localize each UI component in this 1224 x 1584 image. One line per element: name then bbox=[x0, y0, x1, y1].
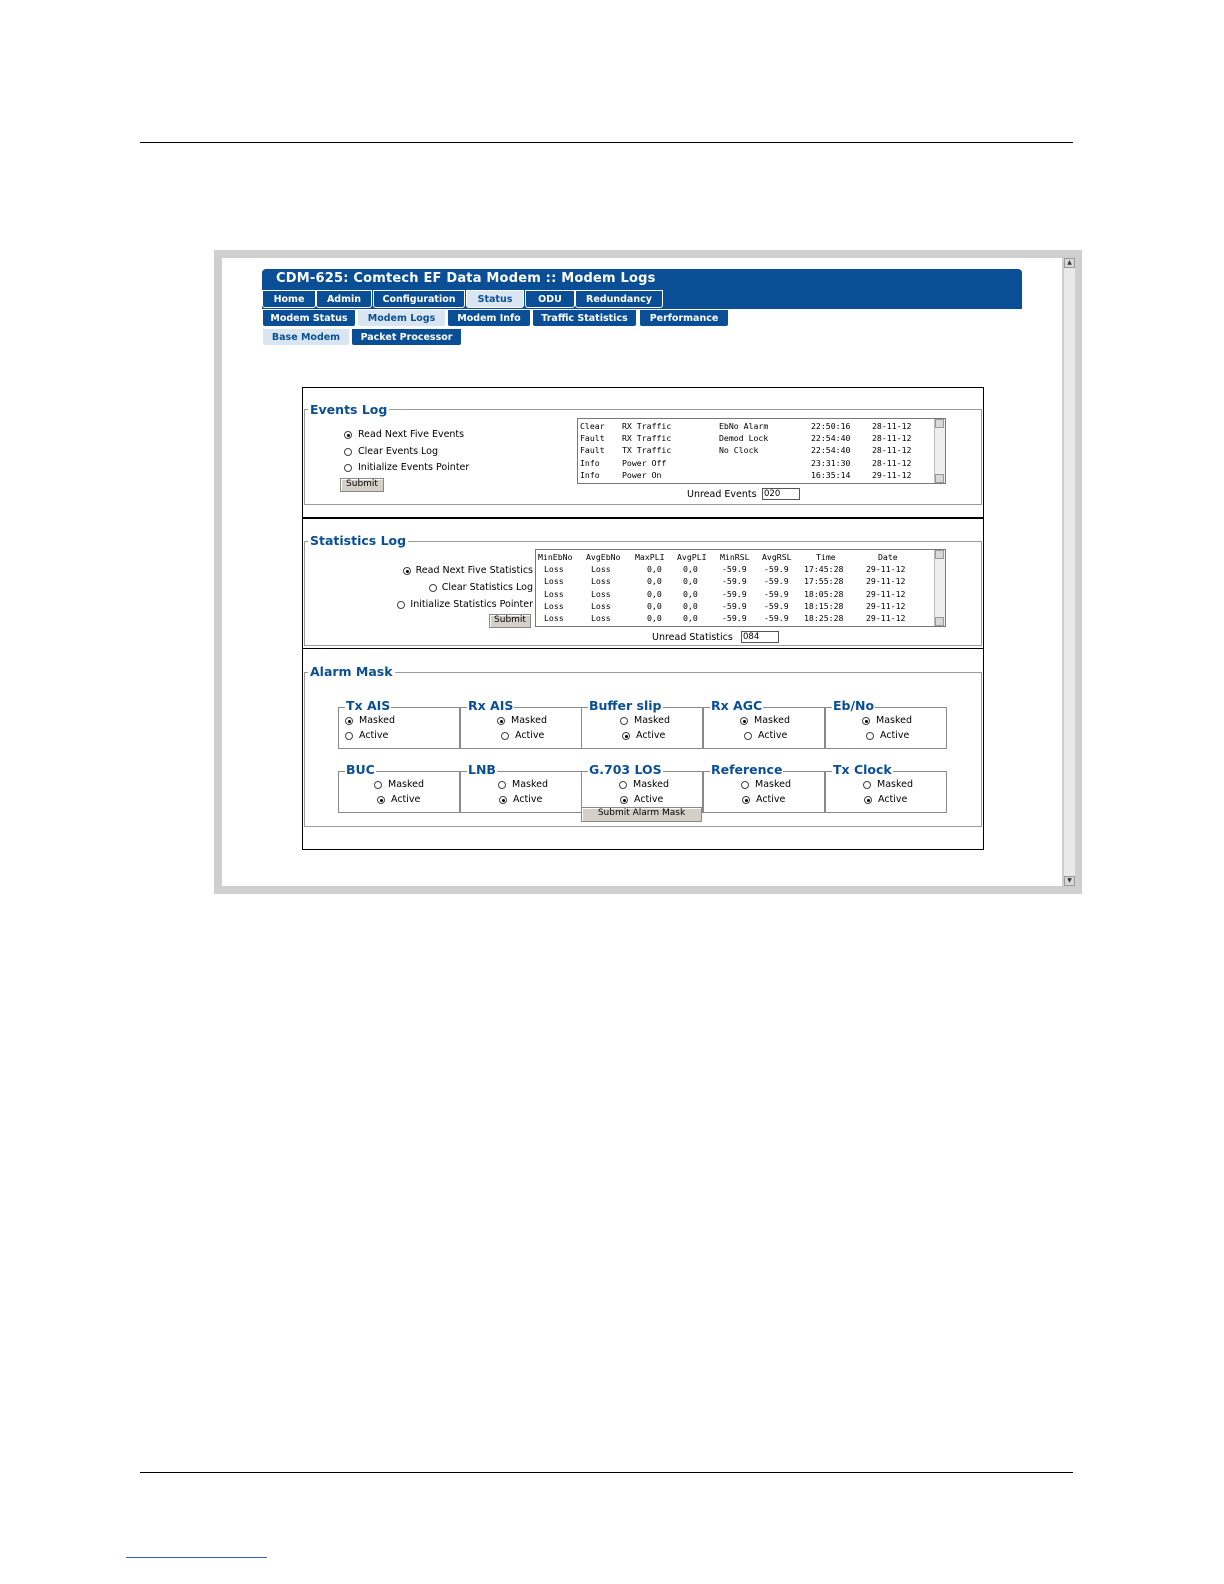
tab-packet-processor[interactable]: Packet Processor bbox=[351, 328, 462, 346]
masked-label: Masked bbox=[511, 715, 548, 726]
list-cell: 29-11-12 bbox=[872, 469, 912, 480]
table-cell: 0,0 bbox=[647, 576, 662, 587]
unread-statistics-field[interactable]: 084 bbox=[741, 631, 779, 643]
table-cell: 29-11-12 bbox=[866, 576, 906, 587]
table-cell: 29-11-12 bbox=[866, 588, 906, 599]
table-cell: -59.9 bbox=[722, 600, 747, 611]
alarm-tx-ais-group bbox=[338, 698, 460, 749]
footer-link-underline bbox=[126, 1557, 267, 1558]
events-option-radio[interactable] bbox=[344, 431, 352, 439]
tab-base-modem[interactable]: Base Modem bbox=[262, 328, 350, 346]
active-radio[interactable] bbox=[620, 796, 628, 804]
events-scrollbar[interactable] bbox=[934, 419, 945, 483]
list-item[interactable] bbox=[578, 432, 933, 444]
active-radio[interactable] bbox=[499, 796, 507, 804]
active-label: Active bbox=[880, 730, 910, 741]
alarm-rx-agc-group bbox=[703, 698, 825, 749]
top-rule bbox=[140, 142, 1073, 143]
events-option-radio[interactable] bbox=[344, 448, 352, 456]
masked-radio[interactable] bbox=[619, 781, 627, 789]
masked-label: Masked bbox=[755, 779, 792, 790]
table-row[interactable] bbox=[536, 600, 935, 612]
table-cell: 18:05:28 bbox=[804, 588, 844, 599]
table-cell: Loss bbox=[591, 613, 611, 623]
list-cell: 28-11-12 bbox=[872, 457, 912, 468]
table-cell: 0,0 bbox=[683, 600, 698, 611]
table-cell: Loss bbox=[544, 600, 564, 611]
tab-home[interactable]: Home bbox=[262, 290, 316, 308]
active-radio[interactable] bbox=[864, 796, 872, 804]
statistics-scrollbar[interactable] bbox=[934, 550, 945, 626]
table-row[interactable] bbox=[536, 575, 935, 587]
tab-performance[interactable]: Performance bbox=[639, 309, 729, 327]
statistics-log-table[interactable] bbox=[535, 549, 946, 627]
active-label: Active bbox=[636, 730, 666, 741]
submit-alarm-mask-button[interactable]: Submit Alarm Mask bbox=[581, 807, 702, 822]
table-cell: -59.9 bbox=[722, 576, 747, 587]
list-cell: EbNo Alarm bbox=[719, 421, 769, 431]
events-option-label: Initialize Events Pointer bbox=[358, 462, 470, 473]
alarm-group-title: Tx Clock bbox=[833, 762, 892, 777]
unread-events-label: Unread Events bbox=[687, 489, 757, 500]
table-cell: 0,0 bbox=[647, 564, 662, 575]
column-header: AvgEbNo bbox=[586, 552, 621, 562]
statistics-option-label: Read Next Five Statistics bbox=[415, 565, 533, 576]
list-cell: 22:54:40 bbox=[811, 433, 851, 444]
alarm-group-title: LNB bbox=[468, 762, 496, 777]
masked-radio[interactable] bbox=[740, 717, 748, 725]
tab-modem-info[interactable]: Modem Info bbox=[447, 309, 531, 327]
active-label: Active bbox=[359, 730, 389, 741]
masked-radio[interactable] bbox=[498, 781, 506, 789]
list-cell: Info bbox=[580, 457, 600, 468]
events-legend: Events Log bbox=[310, 402, 388, 417]
column-header: MinEbNo bbox=[538, 552, 573, 562]
browser-window bbox=[214, 250, 1082, 894]
statistics-option-label: Initialize Statistics Pointer bbox=[410, 599, 533, 610]
table-cell: -59.9 bbox=[764, 576, 789, 587]
table-cell: 0,0 bbox=[683, 576, 698, 587]
list-item[interactable] bbox=[578, 444, 933, 456]
tab-admin[interactable]: Admin bbox=[316, 290, 372, 308]
table-cell: 0,0 bbox=[683, 564, 698, 575]
alarm-group-title: G.703 LOS bbox=[589, 762, 662, 777]
active-label: Active bbox=[878, 794, 908, 805]
table-cell: 0,0 bbox=[647, 588, 662, 599]
masked-radio[interactable] bbox=[345, 717, 353, 725]
list-cell: Info bbox=[580, 469, 600, 480]
table-cell: 29-11-12 bbox=[866, 613, 906, 623]
bottom-rule bbox=[140, 1472, 1073, 1473]
table-cell: 18:15:28 bbox=[804, 600, 844, 611]
tab-modem-status[interactable]: Modem Status bbox=[262, 309, 356, 327]
list-cell: Fault bbox=[580, 433, 605, 444]
statistics-option-label: Clear Statistics Log bbox=[441, 582, 533, 593]
unread-statistics-label: Unread Statistics bbox=[652, 632, 733, 643]
events-log-list[interactable] bbox=[577, 418, 946, 484]
table-cell: -59.9 bbox=[764, 600, 789, 611]
masked-label: Masked bbox=[754, 715, 791, 726]
masked-label: Masked bbox=[634, 715, 671, 726]
table-header-row bbox=[536, 551, 935, 563]
unread-events-field[interactable]: 020 bbox=[762, 488, 800, 500]
active-radio[interactable] bbox=[744, 732, 752, 740]
list-cell: 22:50:16 bbox=[811, 421, 851, 431]
list-cell: TX Traffic bbox=[622, 445, 672, 456]
table-cell: 0,0 bbox=[647, 600, 662, 611]
masked-label: Masked bbox=[877, 779, 914, 790]
alarm-group-title: Reference bbox=[711, 762, 783, 777]
list-cell: Power On bbox=[622, 469, 662, 480]
active-label: Active bbox=[758, 730, 788, 741]
table-cell: -59.9 bbox=[722, 588, 747, 599]
active-label: Active bbox=[756, 794, 786, 805]
list-cell: 28-11-12 bbox=[872, 421, 912, 431]
table-row[interactable] bbox=[536, 612, 935, 624]
table-cell: 17:45:28 bbox=[804, 564, 844, 575]
alarm-buffer-slip-group bbox=[581, 698, 703, 749]
alarm-group-title: Rx AIS bbox=[468, 698, 514, 713]
tab-configuration[interactable]: Configuration bbox=[373, 290, 465, 308]
masked-label: Masked bbox=[633, 779, 670, 790]
table-cell: Loss bbox=[591, 564, 611, 575]
scroll-down-icon[interactable] bbox=[935, 474, 944, 483]
tab-status[interactable]: Status bbox=[466, 290, 524, 308]
alarm-group-title: Buffer slip bbox=[589, 698, 662, 713]
masked-radio[interactable] bbox=[497, 717, 505, 725]
masked-label: Masked bbox=[388, 779, 425, 790]
alarm-buc-group bbox=[338, 762, 460, 813]
page-title: CDM-625: Comtech EF Data Modem :: Modem Logs bbox=[276, 271, 656, 286]
table-cell: 17:55:28 bbox=[804, 576, 844, 587]
alarm-group-title: Eb/No bbox=[833, 698, 875, 713]
table-cell: 0,0 bbox=[647, 613, 662, 623]
active-radio[interactable] bbox=[866, 732, 874, 740]
active-label: Active bbox=[515, 730, 545, 741]
alarm-lnb-group bbox=[460, 762, 582, 813]
table-cell: Loss bbox=[591, 576, 611, 587]
table-row[interactable] bbox=[536, 588, 935, 600]
masked-radio[interactable] bbox=[863, 781, 871, 789]
list-item[interactable] bbox=[578, 469, 933, 481]
table-cell: -59.9 bbox=[722, 613, 747, 623]
table-cell: 29-11-12 bbox=[866, 600, 906, 611]
events-submit-button[interactable]: Submit bbox=[340, 478, 384, 492]
masked-label: Masked bbox=[512, 779, 549, 790]
statistics-option-radio[interactable] bbox=[429, 584, 437, 592]
table-cell: 0,0 bbox=[683, 613, 698, 623]
list-cell: 28-11-12 bbox=[872, 433, 912, 444]
active-label: Active bbox=[513, 794, 543, 805]
active-label: Active bbox=[391, 794, 421, 805]
scroll-up-icon[interactable] bbox=[935, 550, 944, 559]
active-radio[interactable] bbox=[345, 732, 353, 740]
active-label: Active bbox=[634, 794, 664, 805]
alarm-legend: Alarm Mask bbox=[310, 664, 393, 679]
masked-radio[interactable] bbox=[374, 781, 382, 789]
statistics-submit-button[interactable]: Submit bbox=[489, 614, 531, 628]
list-item[interactable] bbox=[578, 420, 933, 432]
table-cell: Loss bbox=[544, 564, 564, 575]
list-cell: RX Traffic bbox=[622, 421, 672, 431]
column-header: AvgPLI bbox=[677, 552, 707, 562]
masked-radio[interactable] bbox=[620, 717, 628, 725]
list-cell: Fault bbox=[580, 445, 605, 456]
scroll-down-icon[interactable] bbox=[935, 617, 944, 626]
list-cell: No Clock bbox=[719, 445, 759, 456]
alarm-group-title: Rx AGC bbox=[711, 698, 763, 713]
scroll-up-icon[interactable] bbox=[935, 419, 944, 428]
table-cell: 29-11-12 bbox=[866, 564, 906, 575]
active-radio[interactable] bbox=[742, 796, 750, 804]
active-radio[interactable] bbox=[377, 796, 385, 804]
statistics-option-radio[interactable] bbox=[397, 601, 405, 609]
masked-label: Masked bbox=[876, 715, 913, 726]
list-cell: 22:54:40 bbox=[811, 445, 851, 456]
events-option-radio[interactable] bbox=[344, 464, 352, 472]
column-header: MinRSL bbox=[720, 552, 750, 562]
table-cell: Loss bbox=[591, 600, 611, 611]
table-cell: -59.9 bbox=[764, 613, 789, 623]
statistics-option-radio[interactable] bbox=[403, 567, 411, 575]
masked-label: Masked bbox=[359, 715, 396, 726]
events-option-label: Read Next Five Events bbox=[358, 429, 465, 440]
table-cell: -59.9 bbox=[764, 564, 789, 575]
column-header: Time bbox=[816, 552, 836, 562]
active-radio[interactable] bbox=[501, 732, 509, 740]
list-cell: 28-11-12 bbox=[872, 445, 912, 456]
masked-radio[interactable] bbox=[741, 781, 749, 789]
table-row[interactable] bbox=[536, 563, 935, 575]
list-cell: Power Off bbox=[622, 457, 667, 468]
column-header: Date bbox=[878, 552, 898, 562]
scroll-down-icon[interactable]: ▼ bbox=[1064, 876, 1075, 886]
alarm-group-title: BUC bbox=[346, 762, 375, 777]
tab-modem-logs[interactable]: Modem Logs bbox=[357, 309, 446, 327]
list-cell: Demod Lock bbox=[719, 433, 769, 444]
window-scrollbar[interactable] bbox=[1064, 258, 1075, 886]
tab-traffic-statistics[interactable]: Traffic Statistics bbox=[532, 309, 637, 327]
alarm-rx-ais-group bbox=[460, 698, 582, 749]
alarm-tx-clock-group bbox=[825, 762, 947, 813]
table-cell: Loss bbox=[544, 613, 564, 623]
active-radio[interactable] bbox=[622, 732, 630, 740]
list-item[interactable] bbox=[578, 457, 933, 469]
column-header: MaxPLI bbox=[635, 552, 665, 562]
list-cell: Clear bbox=[580, 421, 605, 431]
tab-redundancy[interactable]: Redundancy bbox=[575, 290, 663, 308]
table-cell: Loss bbox=[544, 576, 564, 587]
masked-radio[interactable] bbox=[862, 717, 870, 725]
list-cell: RX Traffic bbox=[622, 433, 672, 444]
statistics-legend: Statistics Log bbox=[310, 533, 407, 548]
table-cell: Loss bbox=[591, 588, 611, 599]
scroll-up-icon[interactable]: ▲ bbox=[1064, 258, 1075, 268]
page-viewport bbox=[222, 258, 1062, 886]
column-header: AvgRSL bbox=[762, 552, 792, 562]
tab-odu[interactable]: ODU bbox=[525, 290, 575, 308]
events-option-label: Clear Events Log bbox=[358, 445, 439, 457]
table-cell: -59.9 bbox=[764, 588, 789, 599]
table-cell: 0,0 bbox=[683, 588, 698, 599]
alarm-eb-no-group bbox=[825, 698, 947, 749]
list-cell: 23:31:30 bbox=[811, 457, 851, 468]
list-cell: 16:35:14 bbox=[811, 469, 851, 480]
table-cell: 18:25:28 bbox=[804, 613, 844, 623]
table-cell: Loss bbox=[544, 588, 564, 599]
table-cell: -59.9 bbox=[722, 564, 747, 575]
alarm-reference-group bbox=[703, 762, 825, 813]
alarm-group-title: Tx AIS bbox=[346, 698, 391, 713]
